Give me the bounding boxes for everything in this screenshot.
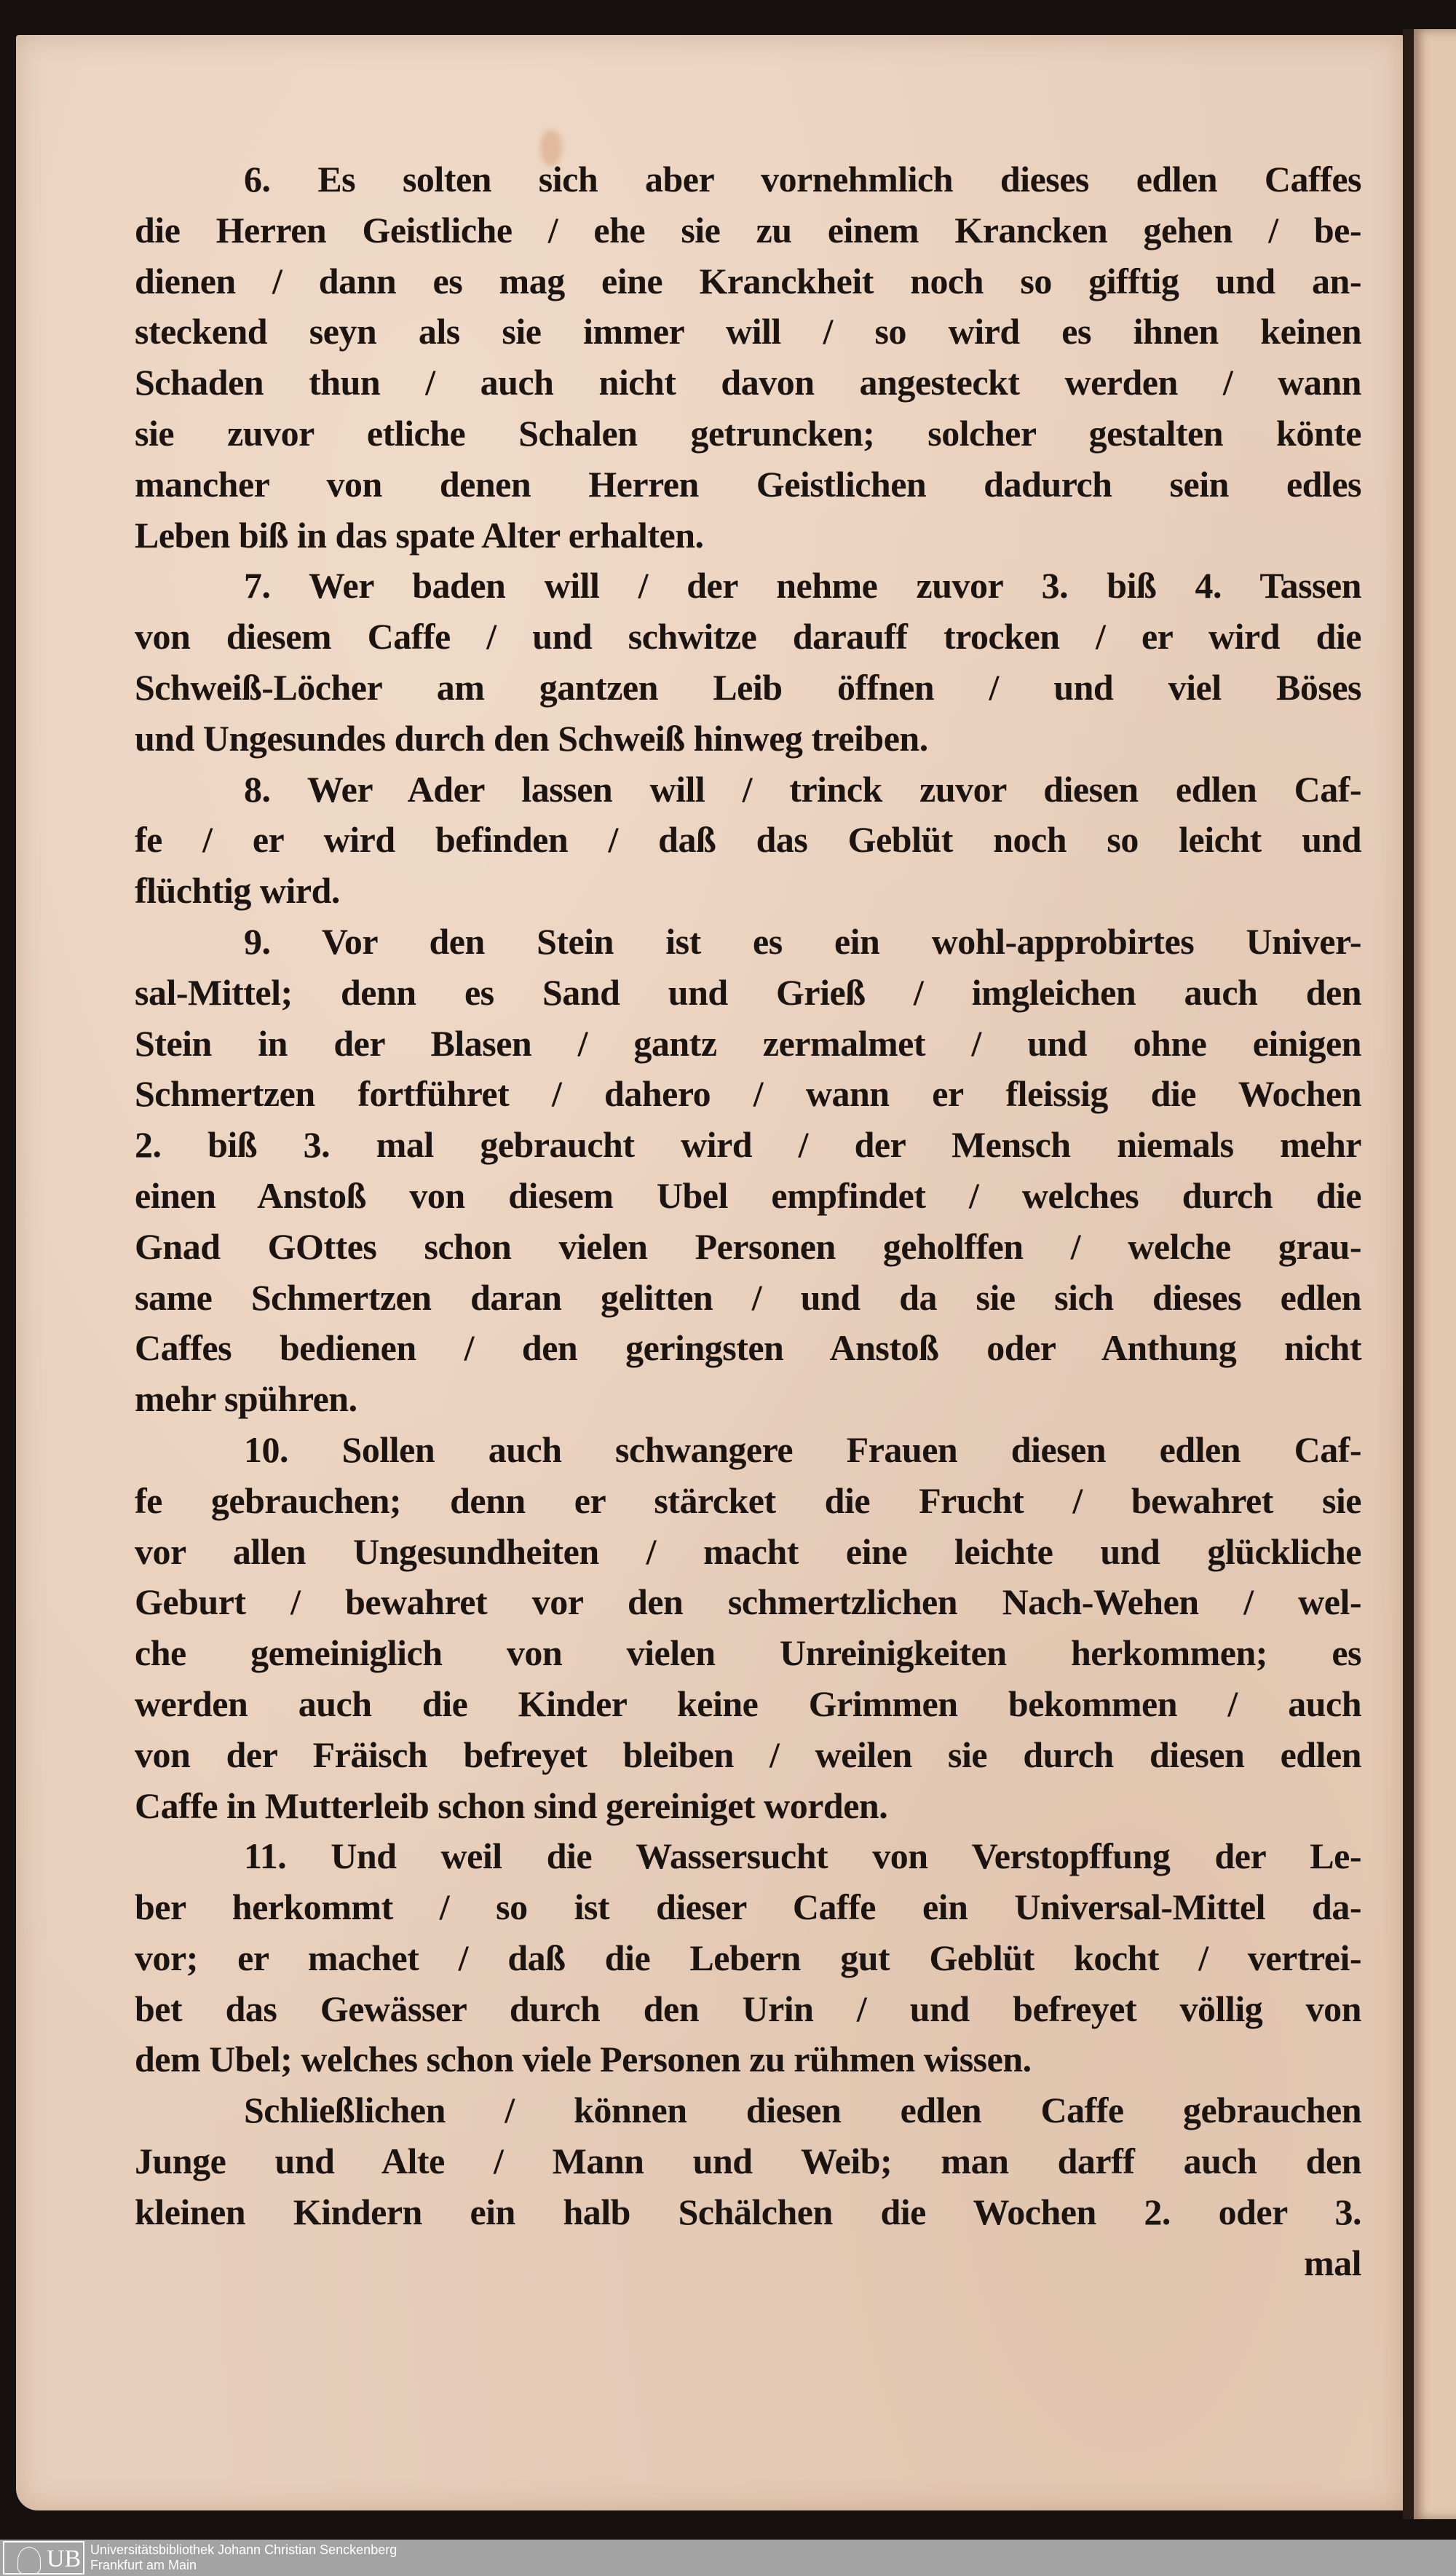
text-line: steckend seyn als sie immer will / so wird es ihnen keinen: [135, 311, 1361, 352]
text-line: mancher von denen Herren Geistlichen dadurch sein edles: [135, 463, 1361, 505]
paragraph: [135, 2085, 1361, 2237]
text-line: bet das Gewässer durch den Urin / und befreyet völlig von: [135, 1988, 1361, 2029]
adjacent-page-edge: [1414, 29, 1456, 2519]
text-line: Caffe in Mutterleib schon sind gereiniget worden.: [135, 1785, 888, 1826]
text-line: werden auch die Kinder keine Grimmen bekommen / auch: [135, 1683, 1361, 1724]
paragraph: [135, 561, 1361, 764]
paragraph: [135, 917, 1361, 1425]
text-line: fe / er wird befinden / daß das Geblüt noch so leicht und: [135, 819, 1361, 861]
text-line: einen Anstoß von diesem Ubel empfindet / welches durch die: [135, 1174, 1361, 1216]
text-line: che gemeiniglich von vielen Unreinigkeiten herkommen; es: [135, 1632, 1361, 1674]
text-line: ber herkommt / so ist dieser Caffe ein Universal-Mittel da-: [135, 1886, 1361, 1928]
text-line: von der Fräisch befreyet bleiben / weilen sie durch diesen edlen: [135, 1734, 1361, 1775]
paragraph: [135, 1831, 1361, 2085]
text-line: 10. Sollen auch schwangere Frauen diesen edlen Caf-: [244, 1429, 1361, 1470]
text-line: Caffes bedienen / den geringsten Anstoß oder Anthung nicht: [135, 1327, 1361, 1369]
text-line: 6. Es solten sich aber vornehmlich dieses edlen Caffes: [244, 159, 1361, 199]
text-line: mehr spühren.: [135, 1378, 357, 1420]
text-line: kleinen Kindern ein halb Schälchen die Wochen 2. oder 3.: [135, 2191, 1361, 2232]
logo-text: UB: [47, 2545, 82, 2572]
catchword: mal: [1303, 2242, 1361, 2283]
text-line: Schmertzen fortführet / dahero / wann er fleissig die Wochen: [135, 1073, 1361, 1115]
text-line: Junge und Alte / Mann und Weib; man darff auch den: [135, 2141, 1361, 2182]
text-line: 9. Vor den Stein ist es ein wohl-approbirtes Univer-: [244, 920, 1361, 962]
text-line: sie zuvor etliche Schalen getruncken; solcher gestalten könte: [135, 412, 1361, 454]
text-line: 11. Und weil die Wassersucht von Verstopffung der Le-: [244, 1836, 1361, 1877]
institution-city: Frankfurt am Main: [90, 2558, 197, 2572]
text-line: dienen / dann es mag eine Kranckheit noch so gifftig und an-: [135, 260, 1361, 301]
text-line: 8. Wer Ader lassen will / trinck zuvor diesen edlen Caf-: [244, 768, 1361, 810]
text-line: 7. Wer baden will / der nehme zuvor 3. biß 4. Tassen: [244, 565, 1361, 607]
institution-name: Universitätsbibliothek Johann Christian Senckenberg: [90, 2543, 397, 2557]
text-line: von diesem Caffe / und schwitze darauff trocken / er wird die: [135, 616, 1361, 657]
text-line: Gnad GOttes schon vielen Personen geholffen / welche grau-: [135, 1225, 1361, 1267]
text-line: Schließlichen / können diesen edlen Caffe gebrauchen: [244, 2090, 1361, 2131]
text-line: flüchtig wird.: [135, 870, 340, 912]
text-line: dem Ubel; welches schon viele Personen zu rühmen wissen.: [135, 2039, 1032, 2080]
library-footer: [0, 2540, 1456, 2576]
text-line: sal-Mittel; denn es Sand und Grieß / imgleichen auch den: [135, 971, 1361, 1013]
text-line: vor allen Ungesundheiten / macht eine leichte und glückliche: [135, 1530, 1361, 1572]
text-line: Geburt / bewahret vor den schmertzlichen Nach-Wehen / wel-: [135, 1581, 1361, 1623]
text-line: Schweiß-Löcher am gantzen Leib öffnen / und viel Böses: [135, 666, 1361, 708]
portrait-icon: [17, 2547, 41, 2575]
paragraph: [135, 154, 1361, 561]
text-line: same Schmertzen daran gelitten / und da sie sich dieses edlen: [135, 1276, 1361, 1318]
library-logo: [3, 2541, 84, 2575]
text-line: Schaden thun / auch nicht davon angesteckt werden / wann: [135, 362, 1361, 403]
text-line: Stein in der Blasen / gantz zermalmet / und ohne einigen: [135, 1022, 1361, 1064]
text-line: Leben biß in das spate Alter erhalten.: [135, 514, 704, 556]
text-line: fe gebrauchen; denn er stärcket die Frucht / bewahret sie: [135, 1479, 1361, 1521]
page-text: [135, 154, 1361, 2238]
paragraph: [135, 764, 1361, 917]
text-line: 2. biß 3. mal gebraucht wird / der Mensch niemals mehr: [135, 1124, 1361, 1166]
text-line: und Ungesundes durch den Schweiß hinweg treiben.: [135, 717, 928, 759]
text-line: vor; er machet / daß die Lebern gut Geblüt kocht / vertrei-: [135, 1937, 1361, 1978]
page-gutter: [1403, 29, 1414, 2519]
text-line: die Herren Geistliche / ehe sie zu einem Krancken gehen / be-: [135, 209, 1361, 250]
paragraph: [135, 1425, 1361, 1831]
